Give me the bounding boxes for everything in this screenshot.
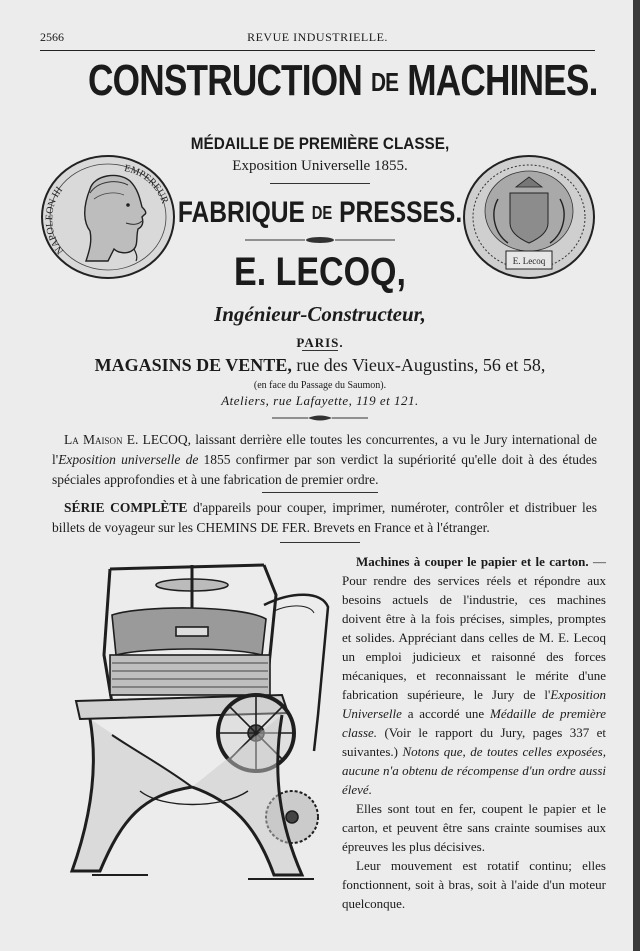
workshop-address: Ateliers, rue Lafayette, 119 et 121. xyxy=(221,393,419,408)
subtitle-presses xyxy=(58,196,583,230)
sales-address xyxy=(0,355,640,376)
firm-name: E. LECOQ, xyxy=(234,250,406,294)
machine-expo: Exposition Universelle xyxy=(342,687,606,721)
intro-paragraph xyxy=(52,430,597,490)
paper-cutter-engraving xyxy=(52,555,337,900)
series-lead: SÉRIE COMPLÈTE xyxy=(64,500,188,515)
award-line: MÉDAILLE DE PREMIÈRE CLASSE, xyxy=(190,134,450,153)
machine-note: Notons que, de toutes celles exposées, aucune n'a obtenu de récompense d'un ordre aussi élevé. xyxy=(342,744,606,797)
running-head: REVUE INDUSTRIELLE. xyxy=(247,30,388,44)
scan-edge xyxy=(633,0,640,951)
sales-street: rue des Vieux-Augustins, 56 et 58, xyxy=(291,355,546,375)
divider-rule-2 xyxy=(262,492,378,493)
header-rule xyxy=(40,50,595,51)
sales-label: MAGASINS DE VENTE, xyxy=(94,355,292,375)
fabrique-part2: PRESSES. xyxy=(339,196,463,229)
medal-legend-left: NAPOLEON III xyxy=(44,184,67,256)
title-part1: CONSTRUCTION xyxy=(88,56,362,105)
intro-text-a: E. LECOQ, laissant derrière elle toutes les concurrentes, a vu le Jury international de l' xyxy=(52,432,597,467)
medal-legend-right: EMPEREUR xyxy=(123,163,171,206)
machine-text-b: a accordé une xyxy=(401,706,490,721)
main-title xyxy=(88,56,598,106)
intro-expo: Exposition universelle de xyxy=(58,452,199,467)
city-rule xyxy=(302,350,338,351)
title-part2: MACHINES. xyxy=(407,56,598,105)
exposition-line: Exposition Universelle 1855. xyxy=(232,158,408,174)
machine-text-c: (Voir le rapport du Jury, pages 337 et suivantes.) xyxy=(342,725,606,759)
maison-label: La Maison xyxy=(64,432,123,447)
series-paragraph xyxy=(52,498,597,538)
machine-medal: Médaille de première classe. xyxy=(342,706,606,740)
title-de: DE xyxy=(370,67,399,97)
divider-rule-3 xyxy=(280,542,360,543)
machine-description xyxy=(342,552,606,913)
machine-text-a: — Pour rendre des services réels et répondre aux besoins actuels de l'industrie, ces machines doivent être à la fois précises, simples, promptes et solides. Appréciant dans celles de M. E. Lecoq un emploi judicieux et raisonné des forces mécaniques, et reconnaissant le mérite d'une fabrication supérieure, le Jury de l' xyxy=(342,554,606,702)
medal-inscription: E. Lecoq xyxy=(512,256,546,266)
ornament-divider-2 xyxy=(272,414,368,422)
address-note: (en face du Passage du Saumon). xyxy=(253,380,387,391)
page-header xyxy=(40,30,595,50)
ornament-divider xyxy=(245,236,395,244)
intro-text-b: 1855 confirmer par son verdict la supériorité qu'elle doit à des études spéciales approfondies et à une fabrication de premier ordre. xyxy=(52,452,597,487)
firm-profession: Ingénieur-Constructeur, xyxy=(214,302,426,326)
machine-paragraph-3: Leur mouvement est rotatif continu; elles fonctionnent, soit à bras, soit à l'aide d'un moteur quelconque. xyxy=(342,858,606,911)
series-text: d'appareils pour couper, imprimer, numéroter, contrôler et distribuer les billets de voyageur sur les CHEMINS DE FER. Brevets en France et à l'étranger. xyxy=(52,500,597,535)
firm-city: PARIS. xyxy=(296,335,344,350)
machine-paragraph-1 xyxy=(342,552,606,799)
fabrique-de: DE xyxy=(311,203,333,223)
divider-rule xyxy=(270,183,370,184)
machine-paragraph-2: Elles sont tout en fer, coupent le papier et le carton, et peuvent être sans crainte soumises aux épreuves les plus décisives. xyxy=(342,801,606,854)
fabrique-part1: FABRIQUE xyxy=(177,196,305,229)
page-number: 2566 xyxy=(40,30,64,44)
machine-lead: Machines à couper le papier et le carton. xyxy=(356,554,589,569)
